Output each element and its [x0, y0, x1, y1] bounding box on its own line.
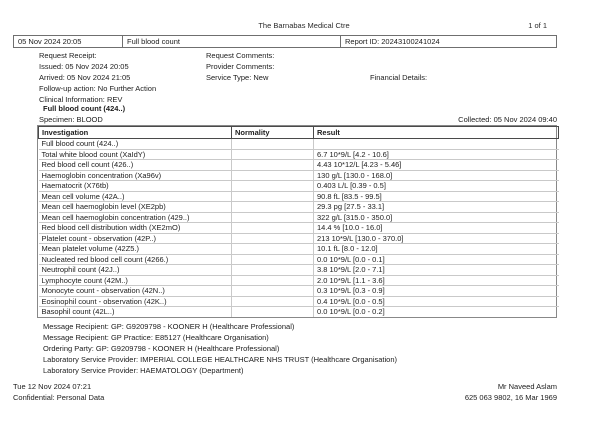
- result-cell: 4.43 10*12/L [4.23 - 5.46]: [314, 160, 559, 171]
- report-id: Report ID: 20243100241024: [345, 37, 440, 46]
- result-cell: 2.0 10*9/L [1.1 - 3.6]: [314, 275, 559, 286]
- result-cell: 90.8 fL [83.5 - 99.5]: [314, 191, 559, 202]
- recipient-line: Laboratory Service Provider: HAEMATOLOGY (Department): [43, 366, 244, 375]
- request-info-middle: [206, 50, 274, 83]
- report-datetime: 05 Nov 2024 20:05: [14, 36, 123, 47]
- table-row: [39, 286, 559, 297]
- table-row: [39, 233, 559, 244]
- footer-right: [37, 381, 557, 403]
- patient-name: Mr Naveed Aslam: [497, 382, 557, 391]
- specimen-line: Specimen: BLOOD: [39, 115, 103, 124]
- result-cell: 14.4 % [10.0 - 16.0]: [314, 223, 559, 234]
- normality-cell: [232, 223, 314, 234]
- col-header-normality: Normality: [232, 127, 314, 139]
- patient-id-dob: 625 063 9802, 16 Mar 1969: [464, 393, 557, 402]
- investigation-cell: Mean cell volume (42A..): [39, 191, 232, 202]
- investigation-cell: Eosinophil count - observation (42K..): [39, 296, 232, 307]
- result-cell: 3.8 10*9/L [2.0 - 7.1]: [314, 265, 559, 276]
- normality-cell: [232, 149, 314, 160]
- table-row: [39, 212, 559, 223]
- investigation-cell: Mean platelet volume (42Z5.): [39, 244, 232, 255]
- table-row: [39, 160, 559, 171]
- normality-cell: [232, 160, 314, 171]
- investigation-cell: Red blood cell distribution width (XE2mO): [39, 223, 232, 234]
- result-cell: 0.403 L/L [0.39 - 0.5]: [314, 181, 559, 192]
- report-name: Full blood count: [123, 36, 341, 47]
- col-header-result: Result: [314, 127, 559, 139]
- arrived-line: Arrived: 05 Nov 2024 21:05: [39, 73, 131, 82]
- normality-cell: [232, 212, 314, 223]
- report-header-bar: [13, 35, 557, 48]
- investigation-cell: Red blood cell count (426..): [39, 160, 232, 171]
- followup-action-line: Follow-up action: No Further Action: [39, 84, 157, 93]
- normality-cell: [232, 307, 314, 317]
- recipient-line: Message Recipient: GP Practice: E85127 (Healthcare Organisation): [43, 333, 269, 342]
- result-cell: 0.0 10*9/L [0.0 - 0.2]: [317, 307, 385, 316]
- investigation-cell: Nucleated red blood cell count (4266.): [39, 254, 232, 265]
- recipient-lines: [43, 321, 397, 376]
- request-comments-label: Request Comments:: [206, 51, 275, 60]
- result-cell: [314, 139, 559, 150]
- provider-comments-label: Provider Comments:: [206, 62, 275, 71]
- normality-cell: [232, 296, 314, 307]
- printed-datetime: Tue 12 Nov 2024 07:21: [13, 382, 92, 391]
- normality-cell: [232, 265, 314, 276]
- result-cell: 10.1 fL [8.0 - 12.0]: [314, 244, 559, 255]
- normality-cell: [232, 191, 314, 202]
- normality-cell: [232, 254, 314, 265]
- results-table: [38, 126, 559, 317]
- table-row: [39, 191, 559, 202]
- issued-line: Issued: 05 Nov 2024 20:05: [39, 62, 129, 71]
- table-header-row: [39, 127, 559, 139]
- result-cell: 6.7 10*9/L [4.2 - 10.6]: [314, 149, 559, 160]
- results-table-container: [37, 125, 557, 318]
- investigation-cell: Full blood count (424..): [39, 139, 232, 150]
- normality-cell: [232, 139, 314, 150]
- normality-cell: [232, 170, 314, 181]
- result-cell: 29.3 pg [27.5 - 33.1]: [314, 202, 559, 213]
- investigation-cell: Mean cell haemoglobin concentration (429..): [39, 212, 232, 223]
- table-row: [39, 244, 559, 255]
- normality-cell: [232, 244, 314, 255]
- service-type-line: Service Type: New: [206, 73, 269, 82]
- table-row: [39, 307, 559, 317]
- investigation-cell: Haematocrit (X76tb): [39, 181, 232, 192]
- result-cell: 213 10*9/L [130.0 - 370.0]: [314, 233, 559, 244]
- normality-cell: [232, 202, 314, 213]
- table-row: [39, 170, 559, 181]
- normality-cell: [232, 286, 314, 297]
- section-title: Full blood count (424..): [43, 104, 126, 113]
- page-number: 1 of 1: [528, 21, 547, 30]
- recipient-line: Ordering Party: GP: G9209798 - KOONER H (Healthcare Professional): [43, 344, 280, 353]
- table-row: [39, 202, 559, 213]
- collected-line: Collected: 05 Nov 2024 09:40: [458, 115, 557, 124]
- table-row: [39, 296, 559, 307]
- table-row: [39, 265, 559, 276]
- investigation-cell: Neutrophil count (42J..): [39, 265, 232, 276]
- result-cell: 130 g/L [130.0 - 168.0]: [314, 170, 559, 181]
- investigation-cell: Monocyte count - observation (42N..): [39, 286, 232, 297]
- investigation-cell: Lymphocyte count (42M..): [39, 275, 232, 286]
- table-row: [39, 275, 559, 286]
- normality-cell: [232, 233, 314, 244]
- practice-title: The Barnabas Medical Ctre: [258, 21, 350, 30]
- financial-details-label: Financial Details:: [370, 73, 428, 82]
- result-cell: 0.0 10*9/L [0.0 - 0.1]: [314, 254, 559, 265]
- result-cell: 0.4 10*9/L [0.0 - 0.5]: [314, 296, 559, 307]
- investigation-cell: Platelet count - observation (42P..): [39, 233, 232, 244]
- result-cell: 0.3 10*9/L [0.3 - 0.9]: [314, 286, 559, 297]
- table-row: [39, 139, 559, 150]
- clinical-information-line: Clinical Information: REV: [39, 95, 123, 104]
- recipient-line: Message Recipient: GP: G9209798 - KOONER H (Healthcare Professional): [43, 322, 295, 331]
- normality-cell: [232, 275, 314, 286]
- col-header-investigation: Investigation: [39, 127, 232, 139]
- recipient-line: Laboratory Service Provider: IMPERIAL COLLEGE HEALTHCARE NHS TRUST (Healthcare Organisation): [43, 355, 398, 364]
- normality-cell: [232, 181, 314, 192]
- result-cell: 322 g/L [315.0 - 350.0]: [314, 212, 559, 223]
- table-row: [39, 149, 559, 160]
- investigation-cell: Haemoglobin concentration (Xa96v): [39, 170, 232, 181]
- investigation-cell: Basophil count (42L..): [39, 307, 232, 317]
- table-row: [39, 223, 559, 234]
- table-row: [39, 254, 559, 265]
- table-row: [39, 181, 559, 192]
- investigation-cell: Mean cell haemoglobin level (XE2pb): [39, 202, 232, 213]
- investigation-cell: Total white blood count (XaIdY): [39, 149, 232, 160]
- confidential-label: Confidential: Personal Data: [13, 393, 105, 402]
- request-receipt-label: Request Receipt:: [39, 51, 97, 60]
- request-info-left: [39, 50, 156, 105]
